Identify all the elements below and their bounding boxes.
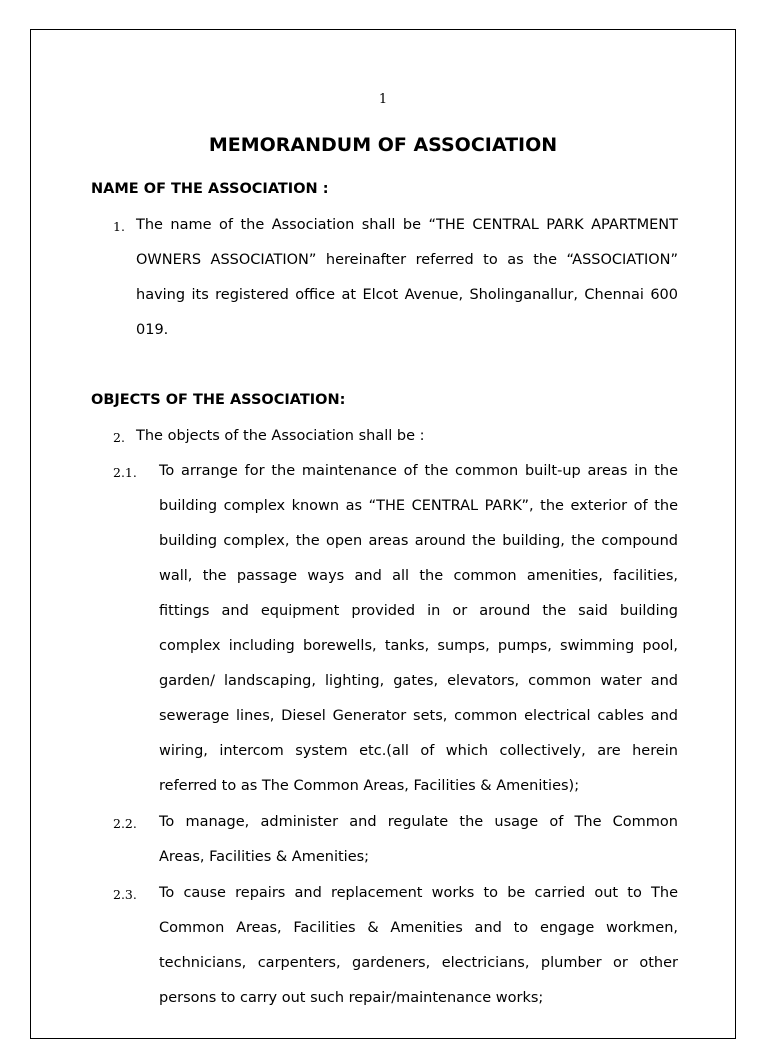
item-number-2-3: 2.3. bbox=[113, 887, 137, 902]
paragraph-line: referred to as The Common Areas, Facilities & Amenities); bbox=[159, 778, 580, 794]
paragraph-line: 019. bbox=[136, 322, 169, 338]
item-number-2-1: 2.1. bbox=[113, 465, 137, 480]
item-number-2: 2. bbox=[113, 430, 125, 445]
page-title: MEMORANDUM OF ASSOCIATION bbox=[208, 134, 558, 156]
paragraph-line: having its registered office at Elcot Avenue, Sholinganallur, Chennai 600 bbox=[136, 287, 678, 303]
page-number: 1 bbox=[378, 92, 388, 107]
paragraph-line: To manage, administer and regulate the usage of The Common bbox=[159, 814, 678, 830]
paragraph-line: building complex, the open areas around the building, the compound bbox=[159, 533, 678, 549]
paragraph-line: wiring, intercom system etc.(all of which collectively, are herein bbox=[159, 743, 678, 759]
item-number-1: 1. bbox=[113, 219, 125, 234]
paragraph-line: Common Areas, Facilities & Amenities and to engage workmen, bbox=[159, 920, 678, 936]
paragraph-line: To cause repairs and replacement works to be carried out to The bbox=[159, 885, 678, 901]
item-number-2-2: 2.2. bbox=[113, 816, 137, 831]
paragraph-line: fittings and equipment provided in or around the said building bbox=[159, 603, 678, 619]
paragraph-line: The name of the Association shall be “THE CENTRAL PARK APARTMENT bbox=[136, 217, 678, 233]
paragraph-line: Areas, Facilities & Amenities; bbox=[159, 849, 370, 865]
paragraph-line: wall, the passage ways and all the common amenities, facilities, bbox=[159, 568, 678, 584]
paragraph-line: garden/ landscaping, lighting, gates, elevators, common water and bbox=[159, 673, 678, 689]
paragraph-line: sewerage lines, Diesel Generator sets, common electrical cables and bbox=[159, 708, 678, 724]
paragraph-line: The objects of the Association shall be : bbox=[136, 428, 425, 444]
paragraph-line: To arrange for the maintenance of the common built-up areas in the bbox=[159, 463, 678, 479]
paragraph-line: OWNERS ASSOCIATION” hereinafter referred to as the “ASSOCIATION” bbox=[136, 252, 678, 268]
paragraph-line: persons to carry out such repair/maintenance works; bbox=[159, 990, 544, 1006]
paragraph-line: building complex known as “THE CENTRAL PARK”, the exterior of the bbox=[159, 498, 678, 514]
paragraph-line: complex including borewells, tanks, sumps, pumps, swimming pool, bbox=[159, 638, 678, 654]
document-page bbox=[30, 29, 736, 1039]
paragraph-line: technicians, carpenters, gardeners, electricians, plumber or other bbox=[159, 955, 678, 971]
section-heading-objects: OBJECTS OF THE ASSOCIATION: bbox=[91, 392, 346, 408]
section-heading-name: NAME OF THE ASSOCIATION : bbox=[91, 181, 329, 197]
